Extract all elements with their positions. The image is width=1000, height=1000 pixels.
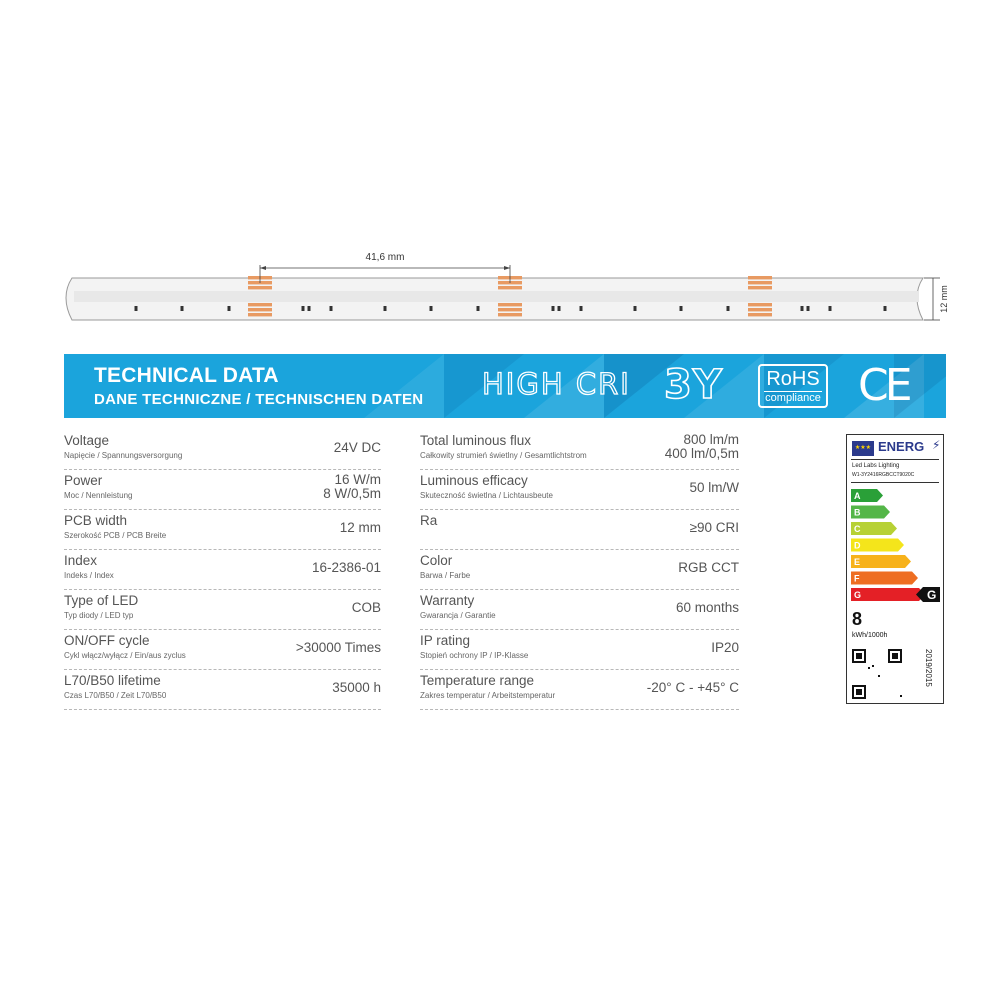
spec-value [334, 441, 381, 455]
warranty-3y-badge: 3Y [664, 362, 723, 408]
solder-pad [748, 281, 772, 284]
specs-left-column [64, 430, 381, 710]
spec-value-line: >30000 Times [295, 640, 381, 655]
spec-label: Temperature range [420, 673, 535, 688]
spec-value [711, 641, 739, 655]
qr-module [856, 689, 862, 695]
spec-value-line: 35000 h [332, 680, 381, 695]
spec-value-line: -20° C - +45° C [646, 680, 739, 695]
spec-value [323, 473, 381, 501]
specs-right-column [420, 430, 739, 710]
spec-row [64, 430, 381, 470]
energy-label [846, 434, 944, 704]
spec-label: Warranty [420, 593, 475, 608]
solder-pad [498, 313, 522, 316]
energy-class-letter: C [854, 524, 861, 534]
spec-sublabel: Barwa / Farbe [420, 571, 471, 580]
spec-label: L70/B50 lifetime [64, 673, 161, 688]
spec-sublabel: Zakres temperatur / Arbeitstemperatur [420, 691, 556, 700]
led-chip [308, 306, 311, 311]
spec-sublabel: Typ diody / LED typ [64, 611, 134, 620]
spec-row [420, 550, 739, 590]
spec-sublabel: Napięcie / Spannungsversorgung [64, 451, 183, 460]
rohs-sub-text: compliance [765, 392, 821, 404]
led-chip [680, 306, 683, 311]
spec-value-line: 8 W/0,5m [323, 486, 381, 501]
led-chip [829, 306, 832, 311]
qr-code-icon [852, 649, 902, 699]
spec-value [647, 681, 739, 695]
spec-value [690, 521, 739, 535]
spec-value-line: 800 lm/m [683, 432, 739, 447]
qr-module [872, 665, 874, 667]
spec-value-line: IP20 [711, 640, 739, 655]
spec-row [64, 470, 381, 510]
led-chip [552, 306, 555, 311]
pitch-label: 41,6 mm [365, 252, 405, 263]
spec-row [420, 670, 739, 710]
spec-label: PCB width [64, 513, 128, 528]
led-chip [330, 306, 333, 311]
led-strip-diagram [0, 230, 1000, 340]
strip-body [66, 278, 923, 320]
spec-label: Total luminous flux [420, 433, 532, 448]
solder-pad [248, 303, 272, 306]
spec-row [420, 590, 739, 630]
solder-pad [748, 313, 772, 316]
divider [851, 459, 939, 460]
qr-module [900, 695, 902, 697]
spec-value-line: RGB CCT [678, 560, 739, 575]
led-chip [302, 306, 305, 311]
spec-value [352, 601, 381, 615]
spec-value-line: 24V DC [333, 440, 381, 455]
width-dimension [924, 278, 940, 320]
solder-pad [248, 313, 272, 316]
technical-data-banner [64, 354, 946, 418]
spec-value [676, 601, 739, 615]
solder-pad [748, 308, 772, 311]
width-label: 12 mm [939, 285, 949, 313]
qr-module [892, 653, 898, 659]
qr-module [868, 667, 870, 669]
spec-value-line: 12 mm [339, 520, 381, 535]
energy-model: W1-3Y2416RGBCCT9020C [852, 472, 915, 478]
solder-pad [748, 303, 772, 306]
energy-class-letter: A [854, 491, 861, 501]
energy-class-letter: E [854, 557, 861, 567]
solder-pad [248, 286, 272, 289]
spec-value [689, 481, 739, 495]
spec-value-line: 16-2386-01 [311, 560, 381, 575]
spec-row [64, 630, 381, 670]
led-chip [801, 306, 804, 311]
spec-sublabel: Gwarancja / Garantie [420, 611, 496, 620]
spec-label: Power [64, 473, 103, 488]
spec-value [296, 641, 381, 655]
energy-label-title: ENERG [878, 439, 925, 454]
spec-label: Color [420, 553, 453, 568]
energy-consumption: 8 [852, 609, 863, 629]
spec-label: Luminous efficacy [420, 473, 528, 488]
spec-label: Voltage [64, 433, 110, 448]
led-chip [634, 306, 637, 311]
divider [851, 482, 939, 483]
spec-label: Type of LED [64, 593, 139, 608]
led-chip [228, 306, 231, 311]
led-chip [558, 306, 561, 311]
spec-label: Ra [420, 513, 438, 528]
led-chip [384, 306, 387, 311]
spec-sublabel: Szerokość PCB / PCB Breite [64, 531, 167, 540]
spec-row [420, 510, 739, 550]
led-chip [884, 306, 887, 311]
energy-consumption-unit: kWh/1000h [852, 632, 888, 639]
energy-class-scale [847, 485, 945, 610]
led-chip [181, 306, 184, 311]
qr-module [878, 675, 880, 677]
spec-sublabel: Moc / Nennleistung [64, 491, 133, 500]
rohs-main-text: RoHS [766, 368, 820, 390]
spec-sublabel: Cykl włącz/wyłącz / Ein/aus zyclus [64, 651, 186, 660]
spec-value-line: 60 months [675, 600, 739, 615]
spec-row [420, 470, 739, 510]
spec-value-line: 16 W/m [334, 472, 381, 487]
solder-pad [248, 308, 272, 311]
spec-value [340, 521, 381, 535]
energy-class-letter: G [854, 590, 862, 600]
spec-value-line: 50 lm/W [689, 480, 739, 495]
spec-row [420, 430, 739, 470]
banner-title: TECHNICAL DATA [94, 364, 279, 387]
spec-value-line: 400 lm/0,5m [664, 446, 739, 461]
energy-rating-letter: G [927, 588, 937, 602]
spec-value [332, 681, 381, 695]
solder-pad [498, 303, 522, 306]
spec-sublabel: Stopień ochrony IP / IP-Klasse [420, 651, 529, 660]
spec-row [420, 630, 739, 670]
energy-manufacturer: Led Labs Lighting [852, 463, 900, 469]
spec-sublabel: Skuteczność świetlna / Lichtausbeute [420, 491, 553, 500]
spec-value-line: COB [351, 600, 381, 615]
led-chip [807, 306, 810, 311]
energy-class-letter: B [854, 507, 861, 518]
energy-class-bar [851, 572, 918, 585]
spec-sublabel: Indeks / Index [64, 571, 114, 580]
lightning-icon: ⚡ [932, 438, 941, 452]
solder-pad [498, 308, 522, 311]
spec-value [312, 561, 381, 575]
spec-row [64, 510, 381, 550]
banner-subtitle: DANE TECHNICZNE / TECHNISCHEN DATEN [94, 391, 424, 408]
energy-class-bar [851, 588, 925, 601]
spec-value [665, 433, 739, 461]
high-cri-badge: HIGH CRI [482, 367, 631, 401]
spec-label: ON/OFF cycle [64, 633, 150, 648]
energy-regulation: 2019/2015 [924, 649, 933, 687]
spec-sublabel: Całkowity strumień świetlny / Gesamtlichtstrom [420, 451, 587, 460]
led-chip [477, 306, 480, 311]
led-chip [430, 306, 433, 311]
solder-pad [748, 286, 772, 289]
spec-value-line: ≥90 CRI [689, 520, 739, 535]
spec-label: Index [64, 553, 98, 568]
spec-row [64, 670, 381, 710]
led-chip [580, 306, 583, 311]
spec-sublabel: Czas L70/B50 / Zeit L70/B50 [64, 691, 167, 700]
spec-value [678, 561, 739, 575]
rohs-badge [758, 364, 828, 408]
eu-flag-icon: ★★★ [852, 441, 874, 456]
solder-pad [748, 276, 772, 279]
energy-class-letter: F [854, 573, 860, 584]
ce-mark: CE [858, 360, 909, 411]
spec-row [64, 590, 381, 630]
led-chip [727, 306, 730, 311]
spec-label: IP rating [420, 633, 471, 648]
led-chip [135, 306, 138, 311]
solder-pad [498, 286, 522, 289]
banner-pattern [364, 354, 444, 418]
spec-row [64, 550, 381, 590]
qr-module [856, 653, 862, 659]
energy-class-letter: D [854, 540, 861, 551]
